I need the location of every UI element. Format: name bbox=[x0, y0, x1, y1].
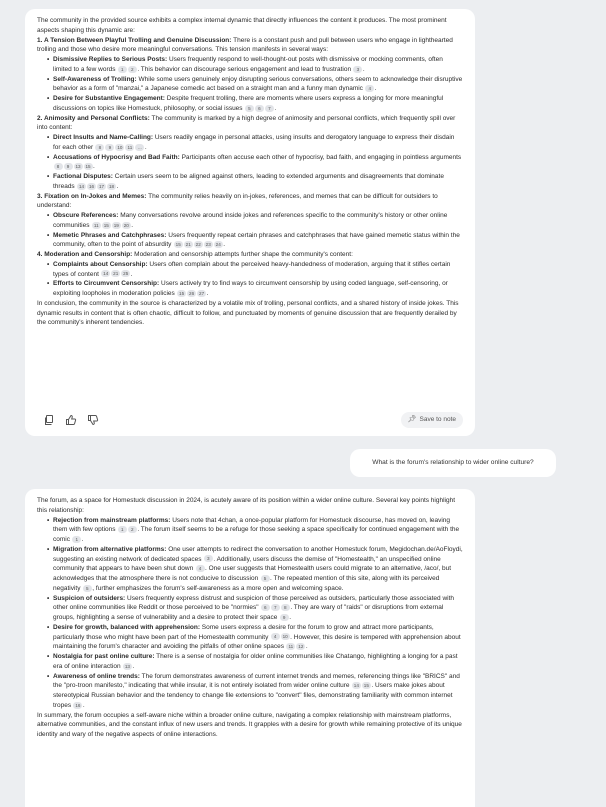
citation-chip[interactable]: 21 bbox=[113, 271, 119, 277]
response-intro: The community in the provided source exhibits a complex internal dynamic that directly influences the content it produces. The most prominent aspects shaping this dynamic are: bbox=[37, 17, 447, 34]
citation-chip[interactable]: 23 bbox=[205, 242, 211, 248]
item-text: . bbox=[362, 65, 365, 73]
citation-chip[interactable]: 9 bbox=[105, 144, 114, 151]
citation-chip[interactable]: ... bbox=[135, 144, 144, 151]
section-heading bbox=[37, 192, 463, 212]
response-content bbox=[37, 16, 463, 328]
citation-chip[interactable]: 9 bbox=[64, 163, 73, 170]
item-text: The forum demonstrates awareness of current internet trends and memes, referencing things like "BRICS" and the "pro-troon manifesto," indicating that while insular, it is not entirely isolated from wider online culture bbox=[53, 672, 460, 690]
citation-chip[interactable]: 27 bbox=[199, 290, 205, 296]
item-text: . The forum itself seems to be a refuge for those seeking a space specifically for continued engagement with the comic bbox=[53, 526, 460, 543]
item-text: Users note that 4chan, a once-popular platform for Homestuck discourse, has moved on, leaving them with few options bbox=[53, 516, 451, 534]
item-title: Awareness of online trends: bbox=[53, 672, 140, 680]
citation-chip[interactable]: 4 bbox=[196, 565, 205, 572]
item-text: Users often complain about the perceived heavy-handedness of moderation, arguing that it stifles certain types of content bbox=[53, 260, 451, 278]
list-item bbox=[47, 516, 463, 545]
pin-icon: 📌︎ bbox=[407, 415, 417, 423]
item-title: Memetic Phrases and Catchphrases: bbox=[53, 231, 167, 239]
thumbs-up-icon[interactable] bbox=[65, 414, 77, 426]
item-text: . bbox=[81, 536, 84, 543]
item-text: Users readily engage in personal attacks, using insults and derogatory language to express their disdain for each other bbox=[53, 134, 455, 151]
item-text: . This behavior can discourage serious engagement and lead to frustration bbox=[137, 65, 353, 73]
item-text: Many conversations revolve around inside jokes and references specific to the community's history or other online communities bbox=[53, 212, 448, 229]
item-title: Efforts to Circumvent Censorship: bbox=[53, 280, 160, 288]
citation-chip[interactable]: 11 bbox=[92, 222, 101, 229]
item-text: While some users genuinely enjoy disrupting serious conversations, others seem to acknowledge their disruptive behavior as a form of "manzai," a Japanese comedic act based on a straight man and a funny man dynamic bbox=[53, 75, 463, 93]
item-text: There is a sense of nostalgia for older online communities like Chatango, highlighting a longing for a past era of online interaction bbox=[53, 653, 458, 670]
item-title: Dismissive Replies to Serious Posts: bbox=[53, 56, 168, 63]
item-title: Migration from alternative platforms: bbox=[53, 545, 167, 553]
copy-icon[interactable] bbox=[43, 414, 55, 426]
bullet-list bbox=[37, 55, 463, 114]
citation-chip[interactable]: 10 bbox=[282, 634, 288, 640]
citation-chip[interactable]: 2 bbox=[128, 526, 137, 533]
citation-chip[interactable]: 8 bbox=[95, 144, 104, 151]
list-item bbox=[47, 594, 463, 623]
thumbs-down-icon[interactable] bbox=[87, 414, 99, 426]
list-item bbox=[47, 55, 463, 75]
section-body: There is a constant push and pull between users who engage in lighthearted trolling and those who desire more meaningful conversations. This tension manifests in several ways: bbox=[37, 36, 453, 54]
item-text: Certain users seem to be aligned against others, leading to extended arguments and disagreements that dominate threads bbox=[53, 173, 444, 190]
citation-chip[interactable]: 6 bbox=[261, 604, 270, 611]
citation-chip[interactable]: 22 bbox=[195, 242, 201, 248]
list-item bbox=[47, 545, 463, 594]
citation-chip[interactable]: 16 bbox=[88, 183, 95, 189]
citation-chip[interactable]: 4 bbox=[271, 633, 280, 640]
item-text: Users frequently express distrust and suspicion of those perceived as outsiders, particularly those associated with other online communities like Reddit or those perceived to be "normies" bbox=[53, 594, 455, 612]
citation-chip[interactable]: 13 bbox=[124, 663, 130, 669]
response-intro: The forum, as a space for Homestuck discussion in 2024, is acutely aware of its position within a wider online culture. Several key points highlight this relationship: bbox=[37, 497, 456, 514]
citation-chip[interactable]: 19 bbox=[113, 222, 119, 228]
item-text: Users frequently repeat certain phrases and catchphrases that have gained memetic status within the community, often to the point of absurdity bbox=[53, 231, 460, 249]
assistant-response-card-2 bbox=[25, 489, 475, 807]
section-title: 4. Moderation and Censorship: bbox=[37, 251, 133, 258]
item-text: . The repeated mention of this site, along with its perceived negativity bbox=[53, 575, 440, 592]
list-item bbox=[47, 672, 463, 711]
citation-chip[interactable]: 15 bbox=[175, 242, 181, 248]
citation-chip[interactable]: 5 bbox=[245, 105, 254, 112]
citation-chip[interactable]: 11 bbox=[125, 144, 134, 151]
citation-chip[interactable]: 2 bbox=[128, 66, 137, 73]
citation-chip[interactable]: 14 bbox=[78, 183, 85, 189]
item-text: Users actively try to find ways to circumvent censorship by using coded language, self-censoring, or exploiting loopholes in moderation policies bbox=[53, 280, 448, 297]
list-item bbox=[47, 279, 463, 299]
item-text: . bbox=[82, 701, 85, 709]
item-text: . bbox=[374, 85, 377, 93]
list-item bbox=[47, 94, 463, 114]
item-text: . Additionally, users discuss the demise of "Homestealth," an unspecified online community that appears to have been shut down bbox=[53, 555, 441, 573]
section-title: 3. Fixation on In-Jokes and Memes: bbox=[37, 192, 147, 200]
citation-chip[interactable]: 1 bbox=[72, 536, 81, 543]
citation-chip[interactable]: 14 bbox=[103, 271, 109, 277]
section-body: The community is marked by a high degree of animosity and personal conflicts, which frequently spill over into content: bbox=[37, 114, 456, 132]
bullet-list bbox=[37, 516, 463, 711]
citation-chip[interactable]: 10 bbox=[117, 144, 123, 150]
item-text: . bbox=[206, 290, 209, 297]
bullet-list bbox=[37, 260, 463, 299]
user-message-text: What is the forum's relationship to wider online culture? bbox=[372, 459, 534, 467]
citation-chip[interactable]: 20 bbox=[123, 222, 129, 228]
citation-chip[interactable]: 9 bbox=[280, 614, 289, 621]
list-item bbox=[47, 75, 463, 95]
list-item bbox=[47, 153, 463, 173]
item-text: . bbox=[93, 163, 95, 171]
item-text: . One user suggests that Homestealth users could migrate to an alternative, /aco/, but acknowledges that the atmosphere there is not conducive to discussion bbox=[53, 565, 452, 582]
response-actions bbox=[37, 412, 463, 428]
citation-chip[interactable]: 15 bbox=[103, 222, 109, 228]
citation-chip[interactable]: 8 bbox=[281, 604, 290, 611]
item-title: Suspicion of outsiders: bbox=[53, 594, 126, 602]
item-title: Desire for growth, balanced with apprehension: bbox=[53, 623, 200, 631]
item-text: . They are wary of "raids" or disruptions from external groups, highlighting a sense of vulnerability and a desire to protect their space bbox=[53, 604, 444, 621]
item-text: , further emphasizes the forum's self-awareness as a more open and welcoming space. bbox=[92, 584, 344, 592]
citation-chip[interactable]: 5 bbox=[261, 575, 270, 582]
item-title: Accusations of Hypocrisy and Bad Faith: bbox=[53, 153, 180, 161]
item-title: Complaints about Censorship: bbox=[53, 260, 148, 268]
item-text: Some users express a desire for the forum to grow and attract more participants, particularly those who might have been part of the Homestealth community bbox=[53, 623, 434, 641]
item-text: . bbox=[116, 182, 119, 190]
item-text: . bbox=[131, 221, 134, 229]
citation-chip[interactable]: 24 bbox=[215, 242, 221, 248]
response-content-2 bbox=[37, 496, 463, 740]
list-item bbox=[47, 652, 463, 672]
item-text: One user attempts to redirect the conversation to another Homestuck forum, Megidochan.de/AoFloydi, suggesting an existing network of dedicated spaces bbox=[53, 545, 463, 563]
item-title: Direct Insults and Name-Calling: bbox=[53, 134, 154, 141]
citation-chip[interactable]: 12 bbox=[298, 644, 304, 650]
item-text: . bbox=[305, 643, 308, 651]
item-title: Self-Awareness of Trolling: bbox=[53, 75, 137, 83]
item-text: . bbox=[223, 241, 226, 249]
citation-chip[interactable]: 14 bbox=[353, 683, 359, 689]
citation-chip[interactable]: 7 bbox=[271, 604, 280, 611]
citation-chip[interactable]: 11 bbox=[286, 643, 295, 650]
item-title: Factional Disputes: bbox=[53, 173, 113, 180]
response-conclusion: In conclusion, the community in the source is characterized by a volatile mix of trolling, personal conflicts, and a shared history of inside jokes. This dynamic results in content that is often chaotic, difficult to follow, and punctuated by moments of genuine discussion that are frequently derailed by the community's inherent tendencies. bbox=[37, 299, 459, 327]
item-text: . bbox=[144, 143, 147, 151]
citation-chip[interactable]: 7 bbox=[265, 105, 274, 112]
section-heading bbox=[37, 114, 463, 134]
bullet-list bbox=[37, 133, 463, 192]
section-heading bbox=[37, 250, 463, 260]
citation-chip[interactable]: 17 bbox=[98, 183, 105, 189]
list-item bbox=[47, 260, 463, 280]
section-title: 2. Animosity and Personal Conflicts: bbox=[37, 114, 150, 122]
citation-chip[interactable]: 8 bbox=[54, 163, 63, 170]
section-body: The community relies heavily on in-jokes, references, and memes that can be difficult for outsiders to understand: bbox=[37, 192, 438, 210]
list-item bbox=[47, 623, 463, 652]
bullet-list bbox=[37, 211, 463, 250]
list-item bbox=[47, 231, 463, 251]
item-text: . Users make jokes about stereotypical Russian behavior and the tendency to change file extensions to "convert" files, demonstrating familiarity with common internet tropes bbox=[53, 682, 453, 709]
citation-chip[interactable]: 4 bbox=[365, 85, 374, 92]
list-item bbox=[47, 211, 463, 231]
citation-chip[interactable]: 15 bbox=[363, 683, 369, 689]
item-title: Rejection from mainstream platforms: bbox=[53, 516, 171, 524]
item-title: Desire for Substantive Engagement: bbox=[53, 95, 165, 102]
item-text: . bbox=[289, 614, 292, 621]
save-to-note-button[interactable] bbox=[401, 412, 463, 428]
citation-chip[interactable]: 1 bbox=[118, 66, 127, 73]
citation-chip[interactable]: 15 bbox=[85, 164, 91, 170]
citation-chip[interactable]: 13 bbox=[75, 164, 81, 170]
citation-chip[interactable]: 26 bbox=[189, 290, 195, 296]
item-text: . However, this desire is tempered with apprehension about maintaining the forum's character and avoiding the pitfalls of other online spaces bbox=[53, 633, 461, 651]
assistant-response-card bbox=[25, 9, 475, 436]
save-to-note-label: Save to note bbox=[419, 416, 456, 424]
citation-chip[interactable]: 1 bbox=[118, 526, 127, 533]
citation-chip[interactable]: 21 bbox=[185, 242, 191, 248]
item-title: Obscure References: bbox=[53, 212, 119, 219]
citation-chip[interactable]: 18 bbox=[108, 183, 115, 189]
citation-chip[interactable]: 15 bbox=[179, 290, 185, 296]
item-text: Users frequently respond to well-thought-out posts with dismissive or mocking comments, often limited to a few words bbox=[53, 56, 443, 73]
item-title: Nostalgia for past online culture: bbox=[53, 653, 155, 660]
list-item bbox=[47, 172, 463, 192]
citation-chip[interactable]: 25 bbox=[123, 271, 129, 277]
citation-chip[interactable]: 5 bbox=[83, 585, 92, 592]
citation-chip[interactable]: 16 bbox=[75, 702, 81, 708]
item-text: . bbox=[130, 270, 133, 278]
citation-chip[interactable]: 3 bbox=[353, 66, 362, 73]
response-conclusion: In summary, the forum occupies a self-aware niche within a broader online culture, navigating a complex relationship with mainstream platforms, alternative communities, and the constant influx of new users and trends. It grapples with a desire for growth while remaining protective of its unique identity and wary of the negative aspects of online interactions. bbox=[37, 711, 462, 738]
citation-chip[interactable]: 6 bbox=[255, 105, 264, 112]
item-text: . bbox=[274, 104, 277, 112]
item-text: Participants often accuse each other of hypocrisy, bad faith, and engaging in pointless arguments bbox=[179, 153, 462, 161]
citation-chip[interactable]: 3 bbox=[204, 555, 213, 562]
item-text: . bbox=[132, 662, 135, 670]
list-item bbox=[47, 133, 463, 153]
section-title: 1. A Tension Between Playful Trolling and Genuine Discussion: bbox=[37, 36, 232, 44]
user-message-bubble bbox=[350, 449, 556, 477]
section-body: Moderation and censorship attempts further shape the community's content: bbox=[132, 251, 353, 258]
item-text: Despite frequent trolling, there are moments where users express a longing for more meaningful discussions on topics like Homestuck, philosophy, or social issues bbox=[53, 95, 444, 112]
section-heading bbox=[37, 36, 463, 56]
